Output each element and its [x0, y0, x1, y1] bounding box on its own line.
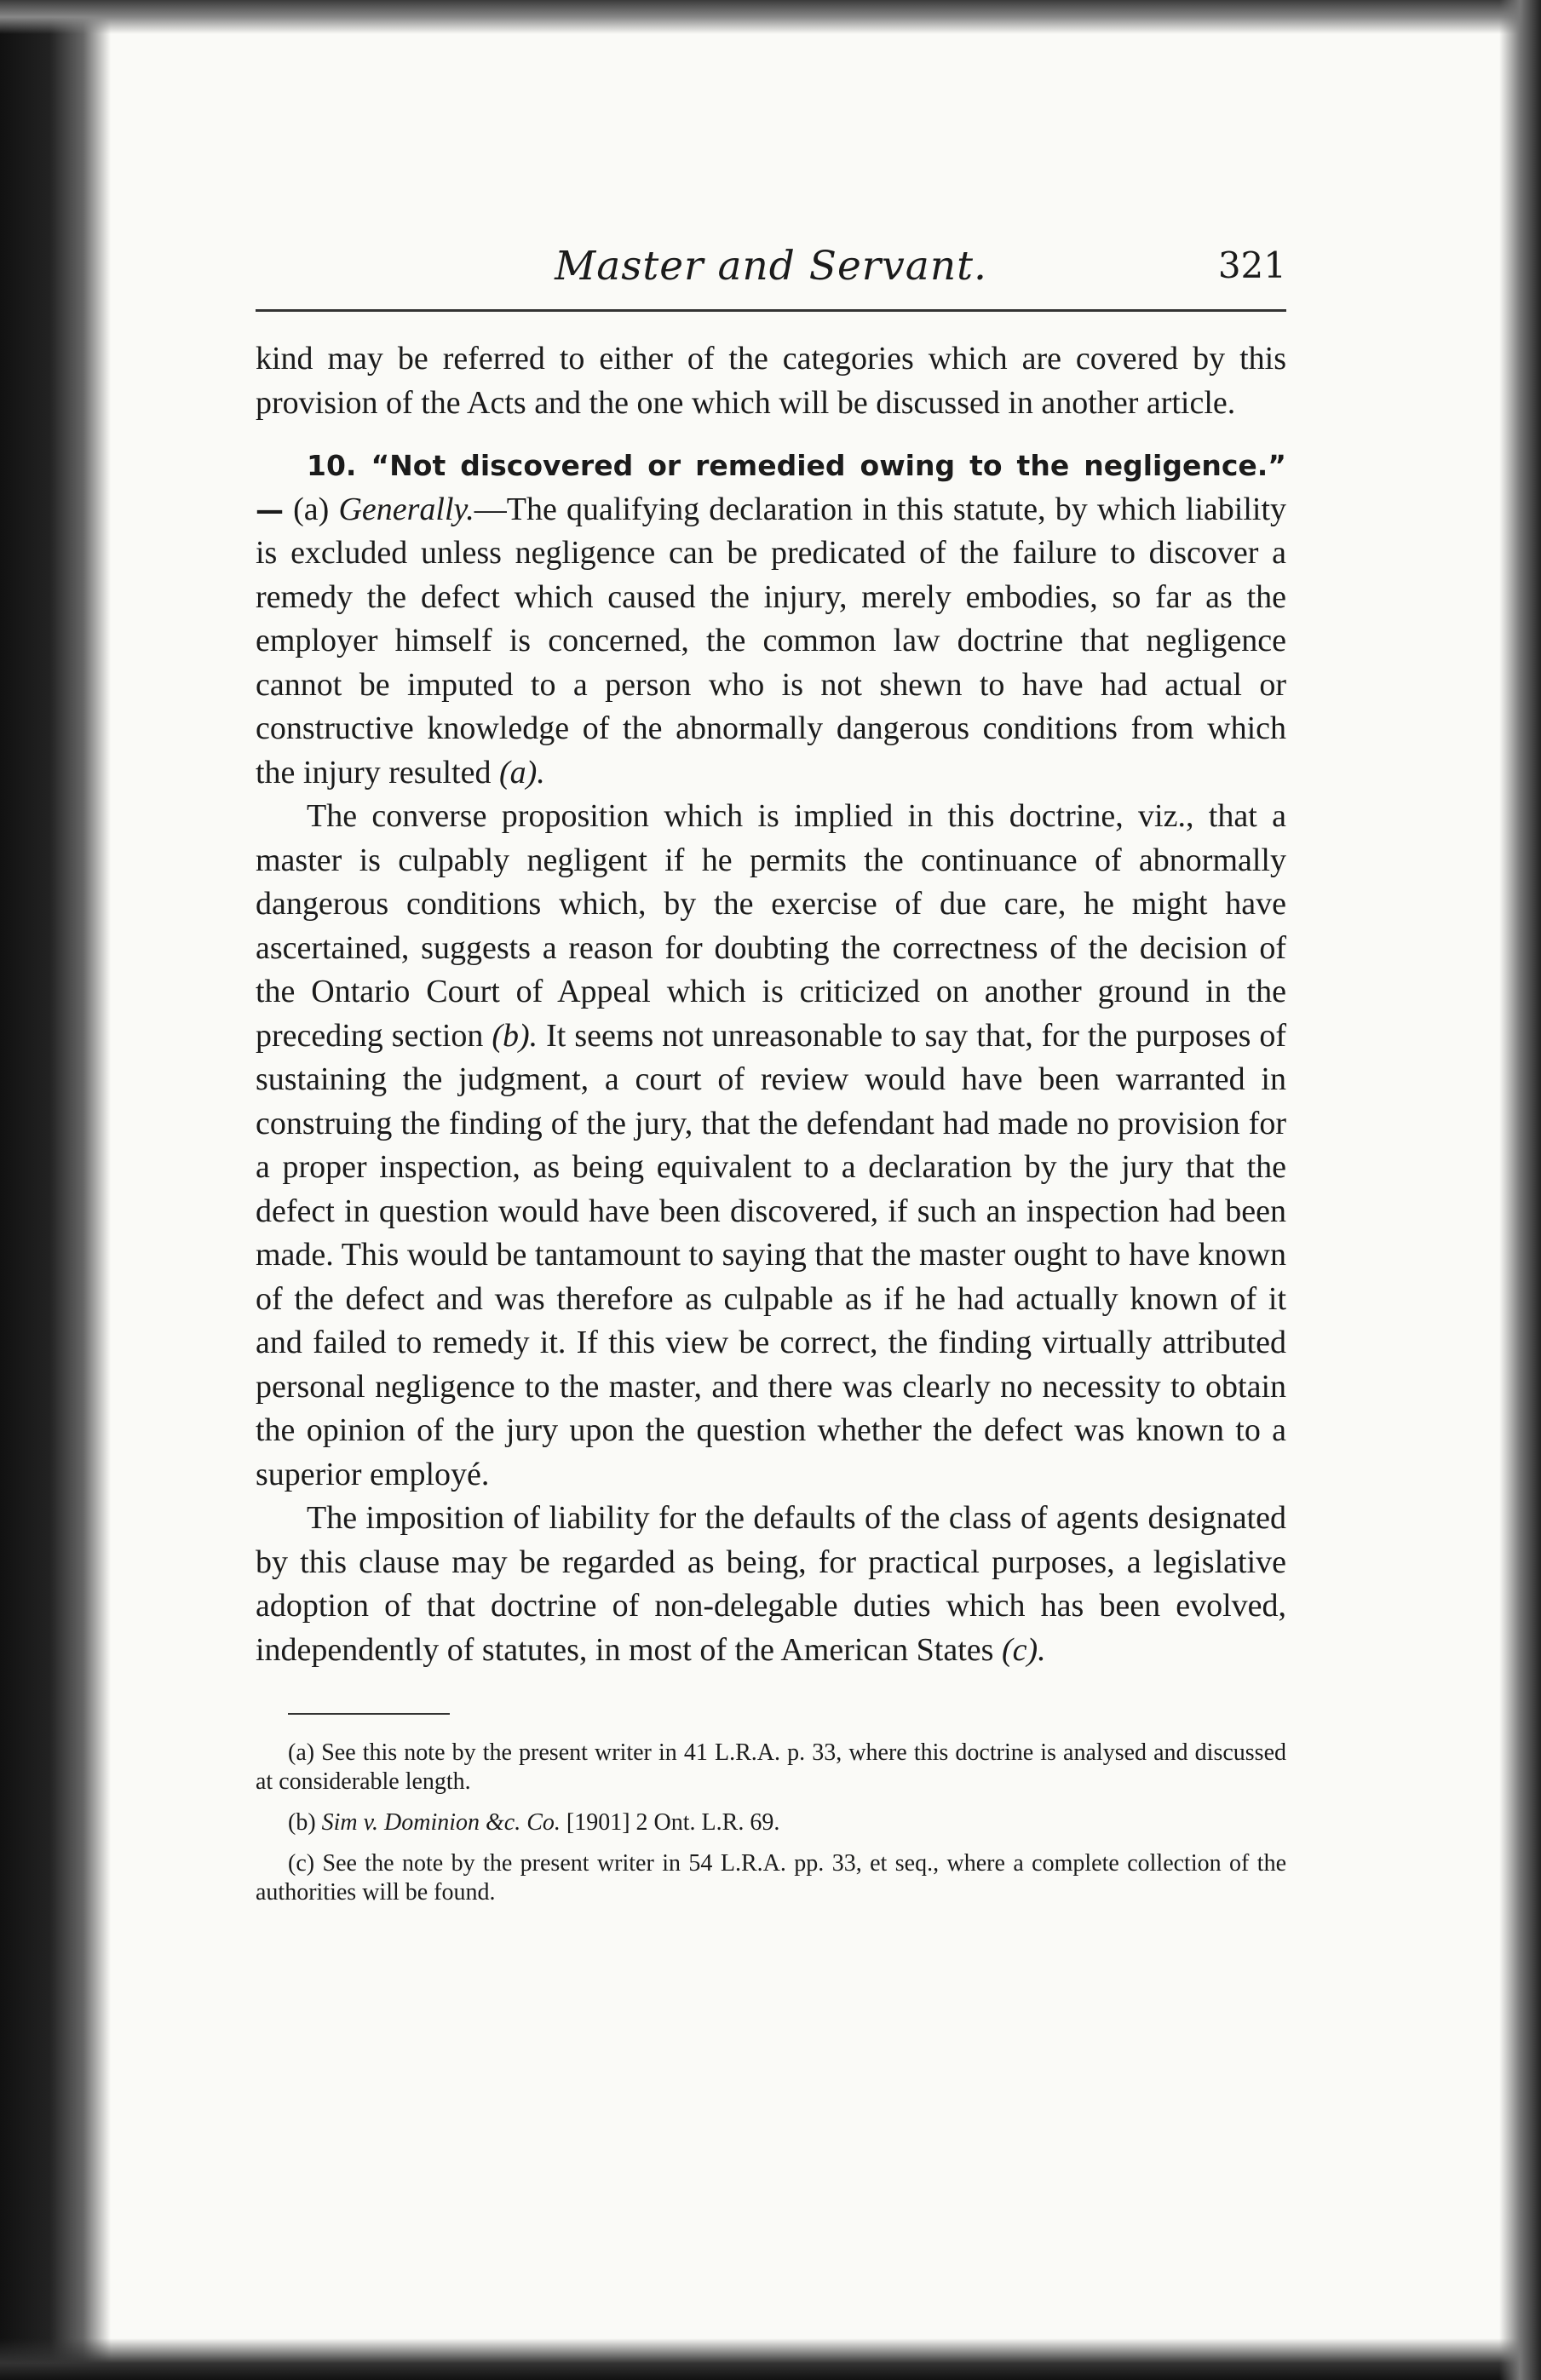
paragraph-text-continued: It seems not unreasonable to say that, for the purposes of sustaining the judgment, a court of review would have been warranted in construing the finding of the jury, that the defendant had made no provision for a proper inspection, as being equivalent to a declaration by the jury that the defect in question would have been discovered, if such an inspection had been made. This would be tantamount to saying that the master ought to have known of the defect and was therefore as culpable as if he had actually known of it and failed to remedy it. If this view be correct, the finding virtually attributed personal negligence to the master, and there was clearly no necessity to obtain the opinion of the jury upon the question whether the defect was known to a superior employé.: [256, 1017, 1287, 1492]
paragraph-imposition: [256, 1497, 1286, 1672]
footnote-b-case: Sim v. Dominion &c. Co.: [321, 1809, 561, 1836]
subsection-label: (a): [293, 491, 330, 527]
scan-shadow-right: [1499, 0, 1541, 2380]
scan-shadow-bottom: [0, 2338, 1541, 2380]
page-content: [256, 234, 1286, 1919]
section-heading: 10. “Not discovered or remedied owing to the negligence.” —: [256, 449, 1286, 526]
footnote-ref-b: (b).: [492, 1017, 538, 1054]
footnote-b-citation: [1901] 2 Ont. L.R. 69.: [566, 1809, 780, 1836]
subsection-title: Generally.: [338, 491, 474, 527]
paragraph-section-10: [256, 444, 1286, 795]
paragraph-text: —The qualifying declaration in this statute, by which liability is excluded unless negligence can be predicated of the failure to discover a remedy the defect which caused the injury, merely embodies, so far as the employer himself is concerned, the common law doctrine that negligence cannot be imputed to a person who is not shewn to have had actual or constructive knowledge of the abnormally dangerous conditions from which the injury resulted: [256, 491, 1287, 790]
scan-shadow-left: [0, 0, 111, 2380]
footnote-rule: [288, 1713, 450, 1715]
running-title: Master and Servant.: [555, 243, 987, 290]
footnote-b-label: (b): [288, 1809, 316, 1836]
paragraph-text: The imposition of liability for the defaults of the class of agents designated by this clause may be regarded as being, for practical purposes, a legislative adoption of that doctrine of non-delegable duties which has been evolved, independently of statutes, in most of the American States: [256, 1500, 1286, 1668]
footnote-a: (a) See this note by the present writer in 41 L.R.A. p. 33, where this doctrine is analysed and discussed at considerable length.: [256, 1739, 1286, 1795]
footnotes: [256, 1739, 1286, 1907]
page-number: 321: [1217, 244, 1286, 286]
footnote-b: [256, 1808, 1286, 1837]
header-rule: [256, 309, 1286, 312]
body-text: [256, 337, 1286, 1672]
paragraph-continued: kind may be referred to either of the categories which are covered by this provision of the Acts and the one which will be discussed in another article.: [256, 341, 1286, 421]
running-head: [256, 234, 1286, 302]
scan-shadow-top: [0, 0, 1541, 34]
footnote-ref-c: (c).: [1001, 1631, 1046, 1668]
paragraph-text: The converse proposition which is implied in this doctrine, viz., that a master is culpably negligent if he permits the continuance of abnormally dangerous conditions which, by the exercise of due care, he might have ascertained, suggests a reason for doubting the correctness of the decision of the Ontario Court of Appeal which is criticized on another ground in the preceding section: [256, 798, 1286, 1054]
paragraph-converse: [256, 795, 1286, 1497]
footnote-c: (c) See the note by the present writer in 54 L.R.A. pp. 33, et seq., where a complete collection of the authorities will be found.: [256, 1850, 1286, 1906]
footnote-ref-a: (a).: [498, 754, 545, 790]
